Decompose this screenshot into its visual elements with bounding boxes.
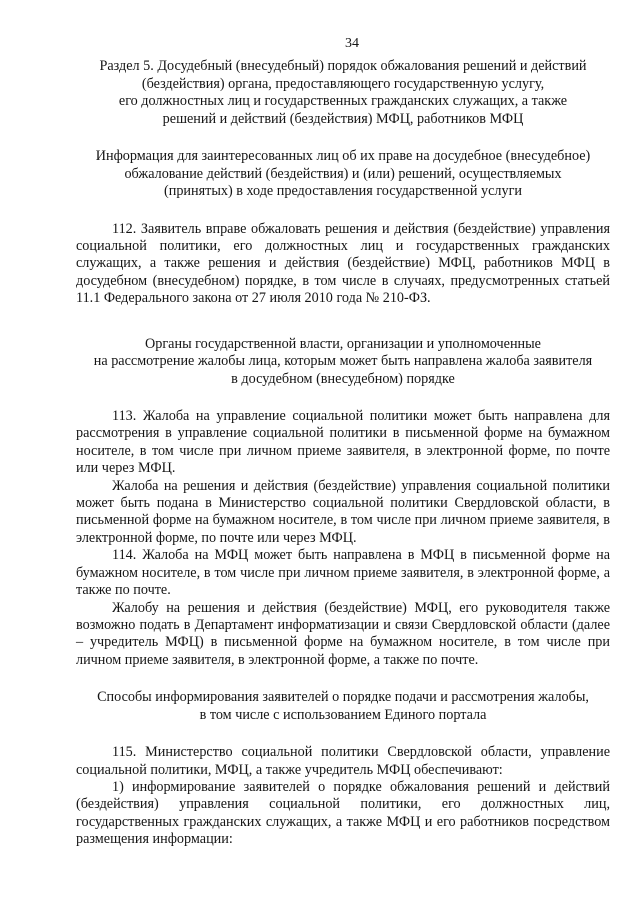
- methods-heading-line: в том числе с использованием Единого портала: [199, 706, 487, 723]
- paragraph-112: 112. Заявитель вправе обжаловать решения и действия (бездействие) управления социальной политики, его должностных лиц и государственных гражданских служащих, а также решения и действия (бездействие) МФЦ, работников МФЦ в досудебном (внесудебном) порядке, в том числе в случаях, предусмотренных статьей 11.1 Федерального закона от 27 июля 2010 года № 210-ФЗ.: [76, 220, 610, 307]
- paragraph-114: 114. Жалоба на МФЦ может быть направлена в МФЦ в письменной форме на бумажном носителе, в том числе при личном приеме заявителя, в электронной форме, а также по почте.: [76, 547, 610, 599]
- info-heading-line: Информация для заинтересованных лиц об их праве на досудебное (внесудебное): [95, 148, 591, 164]
- paragraph-114-continued: Жалобу на решения и действия (бездействие) МФЦ, его руководителя также возможно подать в Департамент информатизации и связи Свердловской области (далее – учредитель МФЦ) в письменной форме на бумажном носителе, в том числе при личном приеме заявителя, в электронной форме, а также по почте.: [76, 599, 610, 668]
- paragraph-113: 113. Жалоба на управление социальной политики может быть направлена для рассмотрения в управление социальной политики в письменной форме на бумажном носителе, в том числе при личном приеме заявителя, в электронной форме, по почте или через МФЦ.: [76, 408, 610, 477]
- section-heading-line: его должностных лиц и государственных гражданских служащих, а также: [118, 93, 568, 109]
- organs-heading-line: на рассмотрение жалобы лица, которым может быть направлена жалоба заявителя: [93, 353, 593, 370]
- info-heading-line: (принятых) в ходе предоставления государственной услуги: [164, 183, 522, 199]
- paragraph-115: 115. Министерство социальной политики Свердловской области, управление социальной политики, МФЦ, а также учредитель МФЦ обеспечивают:: [76, 744, 610, 778]
- info-heading: [76, 148, 610, 201]
- section-heading-line: Раздел 5. Досудебный (внесудебный) порядок обжалования решений и действий: [99, 58, 587, 74]
- paragraph-113-continued: Жалоба на решения и действия (бездействие) управления социальной политики может быть подана в Министерство социальной политики Свердловской области, в письменной форме на бумажном носителе, в том числе при личном приеме заявителя, в электронной форме, по почте или через МФЦ.: [76, 477, 610, 546]
- section-heading-line: (бездействия) органа, предоставляющего государственную услугу,: [141, 75, 545, 92]
- section-heading: [76, 58, 610, 128]
- section-heading-line: решений и действий (бездействия) МФЦ, работников МФЦ: [162, 110, 524, 127]
- info-heading-line: обжалование действий (бездействия) и (или) решений, осуществляемых: [124, 165, 562, 182]
- organs-heading: [76, 336, 610, 389]
- methods-heading-line: Способы информирования заявителей о порядке подачи и рассмотрения жалобы,: [97, 689, 589, 706]
- organs-heading-line: Органы государственной власти, организации и уполномоченные: [145, 335, 541, 352]
- paragraph-115-item-1: 1) информирование заявителей о порядке обжалования решений и действий (бездействия) управления социальной политики, его должностных лиц, государственных гражданских служащих, а также МФЦ и его работников посредством размещения информации:: [76, 778, 610, 848]
- organs-heading-line: в досудебном (внесудебном) порядке: [231, 370, 455, 387]
- page-number: 34: [345, 36, 359, 51]
- methods-heading: [76, 689, 610, 724]
